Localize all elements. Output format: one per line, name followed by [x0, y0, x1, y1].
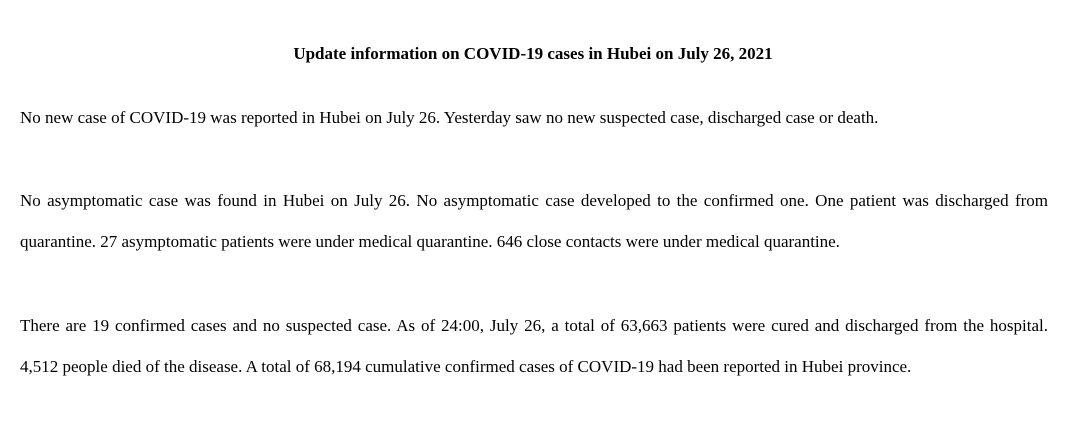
paragraph-totals: There are 19 confirmed cases and no suspected case. As of 24:00, July 26, a total of 63,663 patients were cured and discharged from the hospital. 4,512 people died of the disease. A total of 68,194 cumulative confirmed cases of COVID-19 had been reported in Hubei province.	[20, 316, 1048, 376]
paragraph-asymptomatic: No asymptomatic case was found in Hubei on July 26. No asymptomatic case developed to the confirmed one. One patient was discharged from quarantine. 27 asymptomatic patients were under medical quarantine. 646 close contacts were under medical quarantine.	[20, 191, 1048, 251]
paragraph-new-cases: No new case of COVID-19 was reported in Hubei on July 26. Yesterday saw no new suspected case, discharged case or death.	[20, 108, 879, 127]
document-title: Update information on COVID-19 cases in Hubei on July 26, 2021	[293, 44, 773, 63]
